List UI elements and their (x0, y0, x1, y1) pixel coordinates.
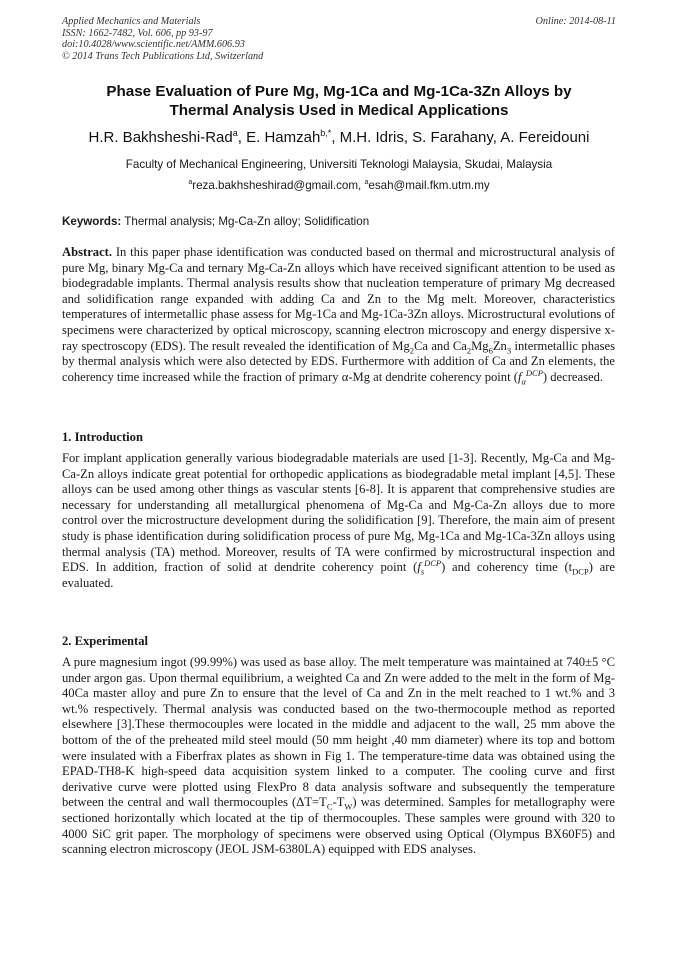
abstract-f-symbol: f (517, 369, 522, 384)
email-a: reza.bakhsheshirad@gmail.com, (192, 179, 365, 192)
author-emails (62, 178, 616, 194)
paper-title (62, 82, 616, 120)
affiliation: Faculty of Mechanical Engineering, Universiti Teknologi Malaysia, Skudai, Malaysia (125, 158, 553, 171)
author-2: , E. Hamzah (237, 129, 321, 146)
abstract-sub-1: 2 (409, 345, 414, 356)
email-b: esah@mail.fkm.utm.my (368, 179, 490, 192)
other-authors: , M.H. Idris, S. Farahany, A. Fereidouni (331, 129, 590, 146)
experimental-sub-1: C (326, 801, 333, 812)
intro-heading: 1. Introduction (62, 430, 143, 444)
abstract-text-2: Ca and Ca (414, 338, 467, 353)
author-1-mark: a (232, 128, 238, 138)
author-list (40, 128, 638, 148)
abstract-text-1: In this paper phase identification was conducted based on thermal and microstructural analysis of pure Mg, binary Mg-Ca and ternary Mg-Ca-Zn alloys which have received significant attention to be used as biodegradable implants. Thermal analysis results show that nucleation temperature of primary Mg decreased and solidification range expanded with adding Ca and Zn to the Mg melt. Moreover, characteristics temperatures of intermetallic phase assess for Mg-1Ca and Mg-1Ca-3Zn alloys. Microstructural evolutions of specimens were characterized by optical microscopy, scanning electron microscopy and energy dispersive x-ray spectroscopy (EDS). The result revealed the identification of Mg (62, 245, 615, 353)
experimental-text-3: ) was determined. Samples for metallography were sectioned horizontally which located at the tip of thermocouples. These samples were ground with 320 to 4000 SiC grit paper. The morphology of specimens were observed using Optical (Olympus BX60F5) and scanning electron microscopy (JEOL JSM-6380LA) equipped with EDS analyses. (62, 795, 615, 857)
title-line-1: Phase Evaluation of Pure Mg, Mg-1Ca and Mg-1Ca-3Zn Alloys by (106, 83, 572, 100)
intro-text-3: ) are evaluated. (62, 560, 615, 590)
abstract-text-4: Zn (492, 338, 507, 353)
title-line-2: Thermal Analysis Used in Medical Applications (169, 102, 509, 119)
copyright-line: © 2014 Trans Tech Publications Ltd, Switzerland (62, 50, 264, 62)
intro-t-sub: DCP (572, 566, 589, 577)
abstract-sub-4: 3 (506, 345, 512, 356)
experimental-text-1: A pure magnesium ingot (99.99%) was used as base alloy. The melt temperature was maintained at 740±5 °C under argon gas. Upon thermal equilibrium, a weighted Ca and Zn were added to the melt in the form of Mg-40Ca master alloy and pure Zn to ensure that the level of Ca and Zn in the melt reached to 1 wt.% and 3 wt.% respectively. Thermal analysis was conducted based on the two-thermocouple method as reported elsewhere [3].These thermocouples were located in the middle and adjacent to the wall, 25 mm above the bottom of the of the preheated mild steel mould (50 mm height ,40 mm diameter) where its top and bottom were insulated with a Fiberfrax plates as shown in Fig 1. The temperature-time data was obtained using the EPAD-TH8-K high-speed data acquisition system linked to a computer. The cooling curve and first derivative curve were plotted using FlexPro 8 data analysis software and subsequently the temperature between the central and wall thermocouples (ΔT=T (62, 655, 615, 810)
intro-paragraph (62, 451, 615, 591)
abstract-f-sup: DCP (525, 367, 543, 378)
publication-info (62, 16, 263, 62)
abstract-text-5: intermetallic phases by thermal analysis which were also detected by EDS. Furthermore with addition of Ca and Zn elements, the coherency time increased while the fraction of primary α-Mg at dendrite coherency point ( (62, 338, 616, 384)
experimental-paragraph (62, 655, 615, 858)
abstract-f-sub: α (521, 376, 526, 387)
email-mark-a: a (188, 179, 193, 186)
experimental-sub-2: W (344, 801, 353, 812)
abstract-text-6: ) decreased. (542, 369, 604, 384)
keywords-text: Thermal analysis; Mg-Ca-Zn alloy; Solidification (121, 215, 370, 228)
intro-f-symbol: f (417, 560, 421, 575)
keywords (62, 214, 616, 230)
issn-line: ISSN: 1662-7482, Vol. 606, pp 93-97 (62, 27, 213, 39)
abstract-sub-2: 2 (466, 345, 472, 356)
journal-name: Applied Mechanics and Materials (62, 16, 201, 27)
abstract-label: Abstract. (62, 245, 113, 259)
keywords-label: Keywords: (62, 215, 122, 228)
intro-f-sub: s (420, 566, 425, 577)
intro-text-1: For implant application generally various biodegradable materials are used [1-3]. Recently, Mg-Ca and Mg-Ca-Zn alloys indicate great potential for orthopedic applications as biodegradable metal implant [4,5]. These alloys can be used among other things as vascular stents [6-8]. It is apparent that comprehensive studies are necessary for understanding all metallurgical phenomena of Mg-Ca and Mg-Ca-Zn alloys due to more control over the microstructure development during the solidification [9]. Therefore, the main aim of present study is phase identification during solidification process of pure Mg, Mg-1Ca and Mg-1Ca-3Zn alloys using thermal analysis (TA) method. Moreover, results of TA were confirmed by microstructural inspection and EDS. In addition, fraction of solid at dendrite coherency point ( (62, 451, 615, 575)
doi-line: doi:10.4028/www.scientific.net/AMM.606.93 (62, 39, 245, 51)
abstract-sub-3: 6 (488, 345, 493, 356)
experimental-text-2: -T (332, 795, 345, 810)
author-2-mark: b,* (320, 128, 332, 138)
experimental-heading: 2. Experimental (62, 634, 149, 648)
abstract-text-3: Mg (471, 338, 489, 353)
author-1: H.R. Bakhsheshi-Rad (88, 129, 233, 146)
online-date: Online: 2014-08-11 (535, 16, 616, 27)
abstract-paragraph (62, 245, 615, 385)
email-mark-b: a (364, 179, 369, 186)
intro-text-2: ) and coherency time (t (441, 560, 573, 575)
intro-f-sup: DCP (424, 557, 442, 568)
